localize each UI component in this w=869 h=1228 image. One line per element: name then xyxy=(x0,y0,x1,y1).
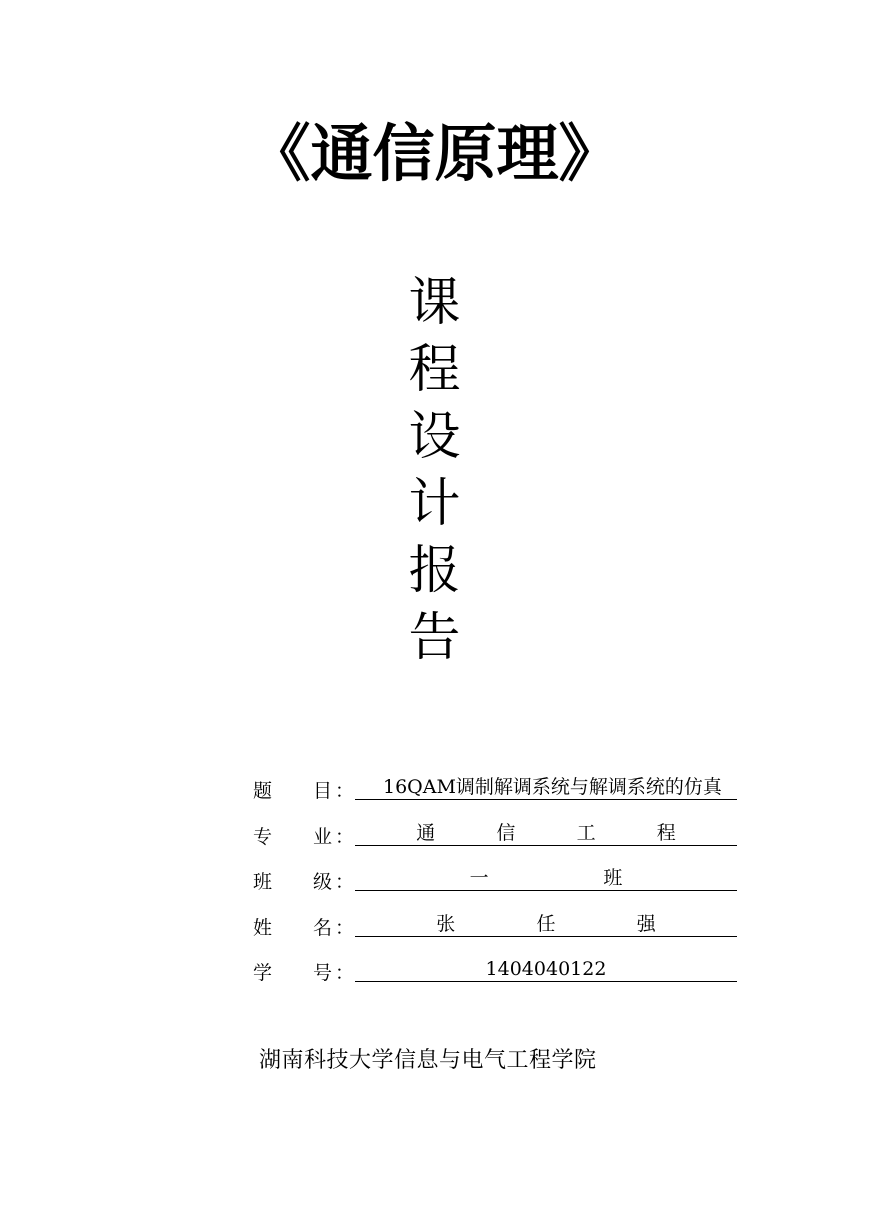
major-label: 专 业 ： xyxy=(253,825,355,848)
report-type-char: 报 xyxy=(408,541,461,601)
report-type-char: 告 xyxy=(408,608,461,668)
course-title: 《通信原理》 xyxy=(248,117,621,190)
report-type-char: 设 xyxy=(408,407,461,467)
major-value-char: 通 xyxy=(416,821,436,844)
topic-label: 题 目 ： xyxy=(253,780,355,802)
report-type-char: 程 xyxy=(408,340,461,400)
name-label: 姓 名 ： xyxy=(253,916,355,939)
major-value xyxy=(355,818,737,846)
topic-value: 16QAM调制解调系统与解调系统的仿真 xyxy=(355,772,737,800)
topic-row xyxy=(251,772,741,818)
name-value xyxy=(355,909,737,937)
report-type-vertical xyxy=(0,270,869,672)
class-row xyxy=(251,863,741,909)
name-row xyxy=(251,909,741,955)
name-value-char: 任 xyxy=(536,912,556,935)
class-value-part: 一 xyxy=(469,867,489,889)
major-value-char: 信 xyxy=(496,821,516,844)
report-type-char: 课 xyxy=(408,273,461,333)
report-type-char: 计 xyxy=(408,474,461,534)
class-label: 班 级 ： xyxy=(253,871,355,893)
student-info-block xyxy=(251,772,741,1000)
college-name: 湖南科技大学信息与电气工程学院 xyxy=(259,1048,597,1073)
student-id-value: 1404040122 xyxy=(355,954,737,982)
major-value-char: 程 xyxy=(656,821,676,844)
major-row xyxy=(251,818,741,864)
class-value xyxy=(355,863,737,891)
name-value-char: 张 xyxy=(436,912,456,935)
major-value-char: 工 xyxy=(576,821,596,844)
class-value-part: 班 xyxy=(603,867,623,889)
name-value-char: 强 xyxy=(636,912,656,935)
student-id-row xyxy=(251,954,741,1000)
student-id-label: 学 号 ： xyxy=(253,962,355,984)
